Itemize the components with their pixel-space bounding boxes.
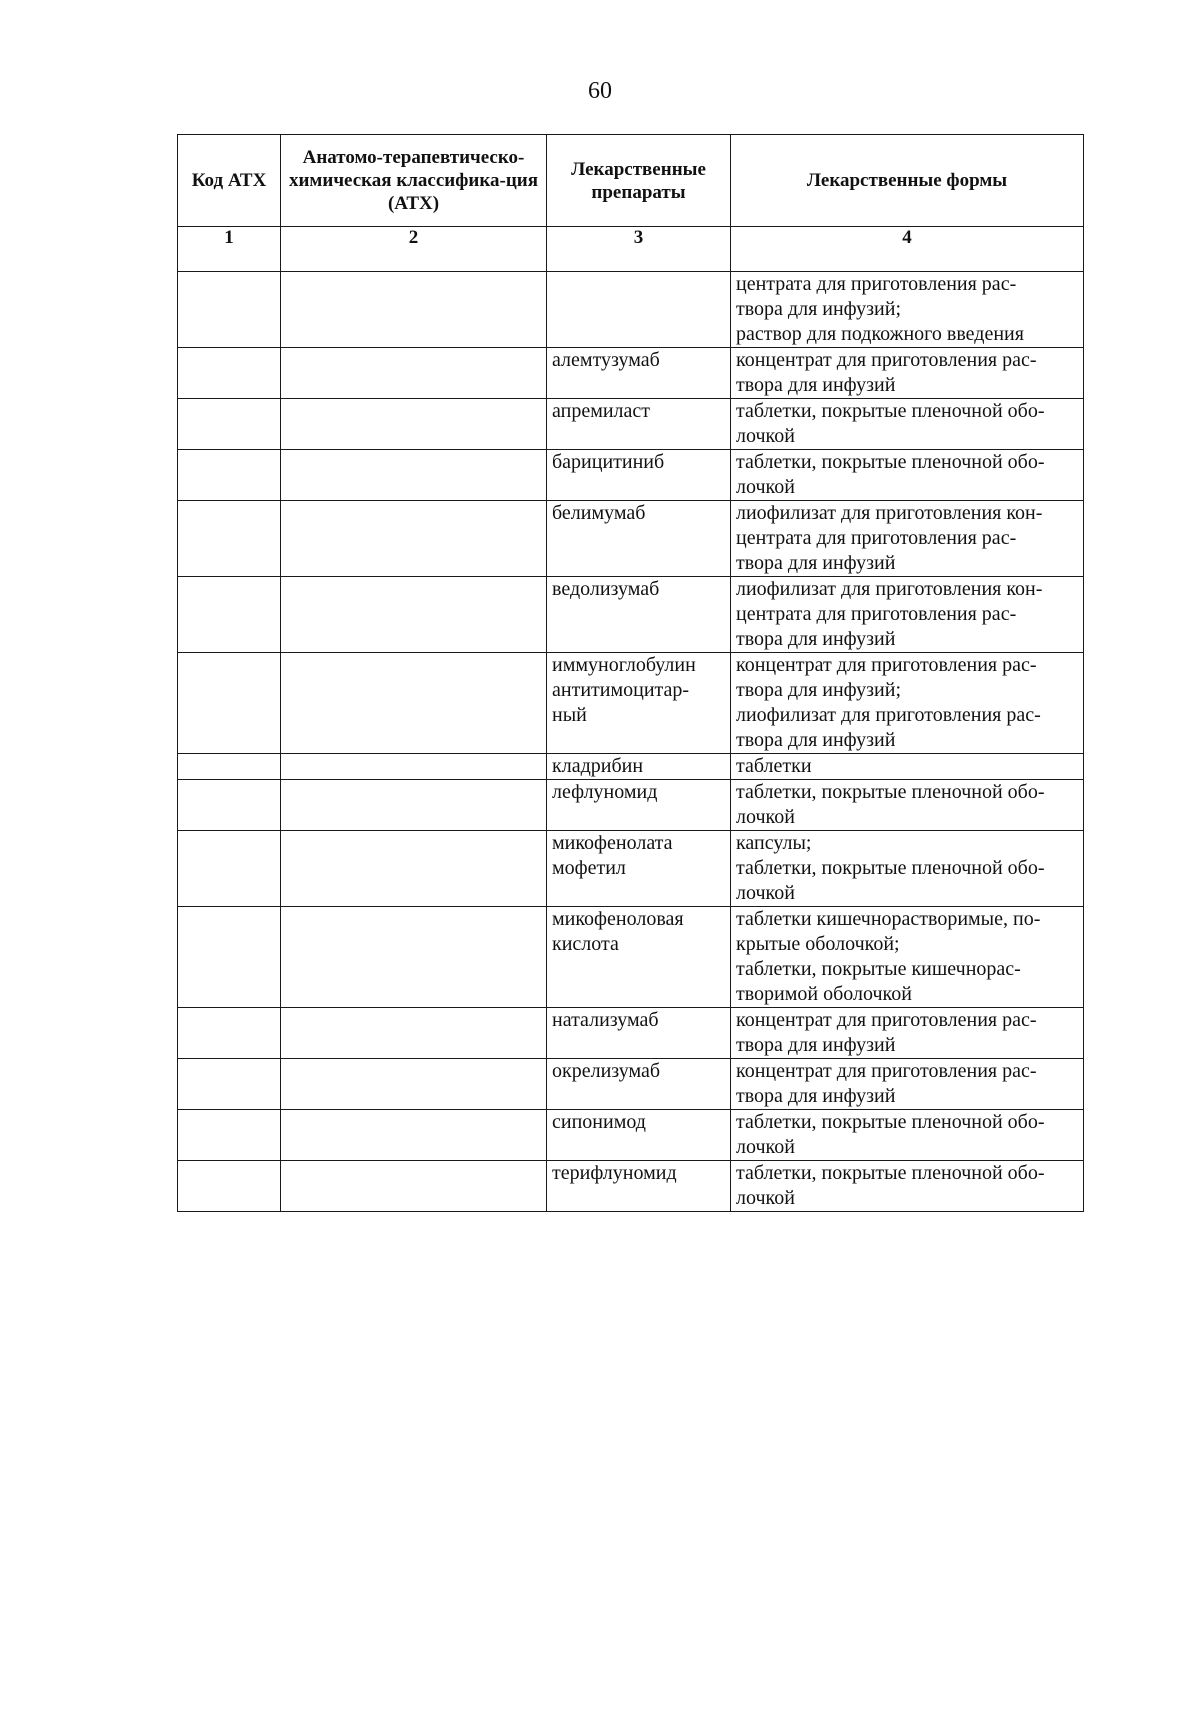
column-number-row — [178, 227, 1084, 272]
drug-name-line: окрелизумаб — [552, 1060, 661, 1082]
cell-code — [178, 1110, 281, 1161]
table-row — [178, 653, 1084, 754]
cell-code — [178, 1008, 281, 1059]
table-row — [178, 348, 1084, 399]
cell-code — [178, 348, 281, 399]
cell-forms — [731, 754, 1084, 780]
cell-code — [178, 272, 281, 348]
dosage-form-line: таблетки, покрытые пленочной обо- — [736, 451, 1045, 473]
cell-atx — [281, 1110, 547, 1161]
cell-code — [178, 653, 281, 754]
drug-name-line: апремиласт — [552, 400, 651, 422]
cell-code — [178, 1059, 281, 1110]
cell-drug — [547, 272, 731, 348]
cell-atx — [281, 399, 547, 450]
cell-drug — [547, 399, 731, 450]
cell-forms — [731, 831, 1084, 907]
dosage-form-line: таблетки, покрытые кишечнорас- — [736, 958, 1021, 980]
cell-drug — [547, 907, 731, 1008]
dosage-form-line: лочкой — [736, 806, 795, 828]
cell-forms — [731, 272, 1084, 348]
cell-code — [178, 501, 281, 577]
dosage-form-line: лочкой — [736, 882, 795, 904]
dosage-form-line: капсулы; — [736, 832, 812, 854]
cell-drug — [547, 1110, 731, 1161]
header-forms: Лекарственные формы — [731, 135, 1084, 227]
dosage-form-line: концентрат для приготовления рас- — [736, 349, 1037, 371]
cell-code — [178, 780, 281, 831]
dosage-form-line: лочкой — [736, 476, 795, 498]
cell-atx — [281, 272, 547, 348]
table-row — [178, 450, 1084, 501]
cell-forms — [731, 653, 1084, 754]
dosage-form-line: таблетки, покрытые пленочной обо- — [736, 400, 1045, 422]
column-number: 4 — [731, 227, 1084, 272]
dosage-form-line: лиофилизат для приготовления кон- — [736, 578, 1043, 600]
cell-forms — [731, 348, 1084, 399]
drug-name-line: алемтузумаб — [552, 349, 660, 371]
cell-drug — [547, 831, 731, 907]
header-atx: Анатомо-терапевтическо-химическая классифика-ция (АТХ) — [281, 135, 547, 227]
drug-name-line: кислота — [552, 933, 619, 955]
cell-atx — [281, 1161, 547, 1212]
cell-code — [178, 450, 281, 501]
cell-drug — [547, 501, 731, 577]
drug-name-line: иммуноглобулин — [552, 654, 696, 676]
cell-forms — [731, 450, 1084, 501]
table-row — [178, 577, 1084, 653]
cell-code — [178, 907, 281, 1008]
dosage-form-line: таблетки — [736, 755, 812, 777]
dosage-form-line: твора для инфузий — [736, 628, 896, 650]
drug-name-line: белимумаб — [552, 502, 646, 524]
dosage-form-line: лочкой — [736, 425, 795, 447]
cell-atx — [281, 653, 547, 754]
drug-name-line: мофетил — [552, 857, 626, 879]
drug-name-line: ный — [552, 704, 587, 726]
column-number: 2 — [281, 227, 547, 272]
atx-table — [177, 134, 1084, 1212]
column-number: 3 — [547, 227, 731, 272]
drug-name-line: барицитиниб — [552, 451, 665, 473]
cell-forms — [731, 577, 1084, 653]
cell-drug — [547, 1008, 731, 1059]
header-drugs: Лекарственные препараты — [547, 135, 731, 227]
dosage-form-line: твора для инфузий — [736, 1034, 896, 1056]
cell-forms — [731, 501, 1084, 577]
cell-atx — [281, 907, 547, 1008]
dosage-form-line: лиофилизат для приготовления кон- — [736, 502, 1043, 524]
dosage-form-line: лочкой — [736, 1136, 795, 1158]
table-row — [178, 907, 1084, 1008]
dosage-form-line: твора для инфузий — [736, 1085, 896, 1107]
cell-drug — [547, 1161, 731, 1212]
table-row — [178, 1161, 1084, 1212]
drug-name-line: лефлуномид — [552, 781, 658, 803]
dosage-form-line: центрата для приготовления рас- — [736, 273, 1017, 295]
dosage-form-line: раствор для подкожного введения — [736, 323, 1024, 345]
table-row — [178, 272, 1084, 348]
dosage-form-line: лиофилизат для приготовления рас- — [736, 704, 1041, 726]
drug-name-line: микофеноловая — [552, 908, 684, 930]
drug-name-line: терифлуномид — [552, 1162, 677, 1184]
table-row — [178, 780, 1084, 831]
cell-forms — [731, 1059, 1084, 1110]
dosage-form-line: твора для инфузий — [736, 552, 896, 574]
dosage-form-line: твора для инфузий; — [736, 679, 902, 701]
cell-atx — [281, 501, 547, 577]
dosage-form-line: лочкой — [736, 1187, 795, 1209]
header-code: Код АТХ — [178, 135, 281, 227]
cell-forms — [731, 1110, 1084, 1161]
cell-atx — [281, 831, 547, 907]
cell-forms — [731, 780, 1084, 831]
dosage-form-line: творимой оболочкой — [736, 983, 912, 1005]
column-number: 1 — [178, 227, 281, 272]
drug-name-line: натализумаб — [552, 1009, 659, 1031]
table-row — [178, 754, 1084, 780]
cell-drug — [547, 348, 731, 399]
cell-drug — [547, 577, 731, 653]
dosage-form-line: таблетки, покрытые пленочной обо- — [736, 1111, 1045, 1133]
dosage-form-line: концентрат для приготовления рас- — [736, 1009, 1037, 1031]
dosage-form-line: таблетки, покрытые пленочной обо- — [736, 857, 1045, 879]
cell-forms — [731, 907, 1084, 1008]
dosage-form-line: таблетки, покрытые пленочной обо- — [736, 1162, 1045, 1184]
cell-atx — [281, 780, 547, 831]
cell-code — [178, 1161, 281, 1212]
dosage-form-line: твора для инфузий — [736, 729, 896, 751]
cell-drug — [547, 780, 731, 831]
cell-atx — [281, 1059, 547, 1110]
header-row — [178, 135, 1084, 227]
table-row — [178, 1110, 1084, 1161]
dosage-form-line: концентрат для приготовления рас- — [736, 1060, 1037, 1082]
cell-drug — [547, 450, 731, 501]
cell-code — [178, 831, 281, 907]
table-row — [178, 831, 1084, 907]
cell-atx — [281, 348, 547, 399]
dosage-form-line: крытые оболочкой; — [736, 933, 900, 955]
drug-name-line: кладрибин — [552, 755, 644, 777]
cell-atx — [281, 450, 547, 501]
table-row — [178, 501, 1084, 577]
cell-atx — [281, 754, 547, 780]
table-row — [178, 1059, 1084, 1110]
cell-forms — [731, 1161, 1084, 1212]
cell-atx — [281, 1008, 547, 1059]
cell-drug — [547, 653, 731, 754]
cell-forms — [731, 399, 1084, 450]
cell-atx — [281, 577, 547, 653]
cell-forms — [731, 1008, 1084, 1059]
drug-name-line: сипонимод — [552, 1111, 646, 1133]
drug-name-line: микофенолата — [552, 832, 673, 854]
drug-name-line: антитимоцитар- — [552, 679, 690, 701]
dosage-form-line: концентрат для приготовления рас- — [736, 654, 1037, 676]
cell-drug — [547, 754, 731, 780]
dosage-form-line: таблетки кишечнорастворимые, по- — [736, 908, 1041, 930]
dosage-form-line: твора для инфузий — [736, 374, 896, 396]
table-row — [178, 1008, 1084, 1059]
cell-code — [178, 754, 281, 780]
table-body — [178, 272, 1084, 1212]
cell-drug — [547, 1059, 731, 1110]
dosage-form-line: таблетки, покрытые пленочной обо- — [736, 781, 1045, 803]
cell-code — [178, 577, 281, 653]
dosage-form-line: твора для инфузий; — [736, 298, 902, 320]
cell-code — [178, 399, 281, 450]
dosage-form-line: центрата для приготовления рас- — [736, 603, 1017, 625]
dosage-form-line: центрата для приготовления рас- — [736, 527, 1017, 549]
drug-name-line: ведолизумаб — [552, 578, 660, 600]
table-row — [178, 399, 1084, 450]
page-number: 60 — [588, 78, 612, 104]
